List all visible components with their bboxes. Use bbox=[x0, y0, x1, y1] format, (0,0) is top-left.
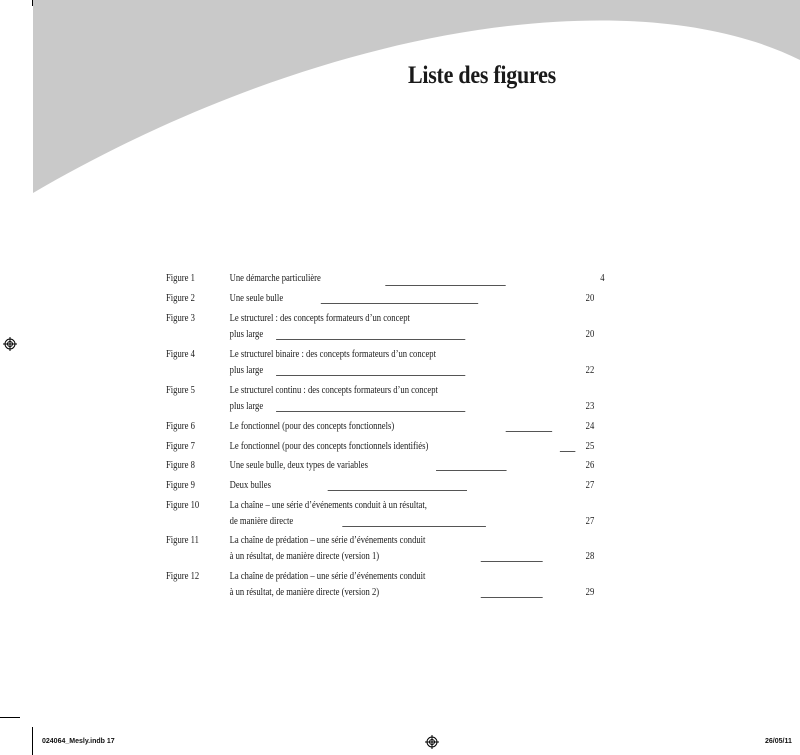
page-number: 4 bbox=[600, 273, 605, 284]
figure-caption: à un résultat, de manière directe (version 1) bbox=[229, 551, 380, 562]
leader-line bbox=[481, 597, 543, 598]
crop-mark bbox=[32, 0, 33, 6]
figure-label: Figure 6 bbox=[166, 421, 195, 432]
page-number: 28 bbox=[585, 551, 595, 562]
figure-caption: Le fonctionnel (pour des concepts fonctionnels) bbox=[229, 421, 395, 432]
figure-label: Figure 2 bbox=[166, 293, 195, 304]
figure-caption: Une seule bulle, deux types de variables bbox=[229, 460, 368, 471]
figure-caption: Le fonctionnel (pour des concepts fonctionnels identifiés) bbox=[229, 441, 429, 452]
figure-caption: Le structurel : des concepts formateurs d’un concept bbox=[229, 313, 410, 324]
figure-label: Figure 12 bbox=[166, 571, 200, 582]
figure-caption: La chaîne de prédation – une série d’événements conduit bbox=[229, 571, 426, 582]
figure-caption: plus large bbox=[229, 365, 264, 376]
footer-file-name: 024064_Mesly.indb 17 bbox=[42, 738, 115, 745]
leader-line bbox=[385, 285, 505, 286]
leader-line bbox=[342, 526, 486, 527]
page-number: 27 bbox=[585, 480, 595, 491]
leader-line bbox=[506, 431, 552, 432]
crop-mark bbox=[32, 727, 33, 755]
page-number: 26 bbox=[585, 460, 595, 471]
page-number: 23 bbox=[585, 401, 595, 412]
figure-label: Figure 3 bbox=[166, 313, 195, 324]
page-number: 24 bbox=[585, 421, 595, 432]
footer-date: 26/05/11 bbox=[765, 738, 792, 745]
page-title: Liste des figures bbox=[408, 62, 556, 89]
figure-caption: Le structurel continu : des concepts formateurs d’un concept bbox=[229, 385, 438, 396]
figure-caption: Deux bulles bbox=[229, 480, 271, 491]
figure-caption: Le structurel binaire : des concepts formateurs d’un concept bbox=[229, 349, 436, 360]
leader-line bbox=[328, 490, 467, 491]
leader-line bbox=[436, 470, 507, 471]
page-number: 29 bbox=[585, 587, 595, 598]
page-number: 27 bbox=[585, 516, 595, 527]
figure-caption: à un résultat, de manière directe (version 2) bbox=[229, 587, 380, 598]
figure-label: Figure 4 bbox=[166, 349, 195, 360]
figure-caption: La chaîne de prédation – une série d’événements conduit bbox=[229, 535, 426, 546]
leader-line bbox=[276, 339, 465, 340]
figure-label: Figure 11 bbox=[166, 535, 199, 546]
figure-caption: plus large bbox=[229, 329, 264, 340]
figure-label: Figure 1 bbox=[166, 273, 195, 284]
page-number: 20 bbox=[585, 293, 595, 304]
figure-caption: Une seule bulle bbox=[229, 293, 284, 304]
leader-line bbox=[321, 303, 478, 304]
leader-line bbox=[276, 411, 465, 412]
leader-line bbox=[276, 375, 465, 376]
figure-label: Figure 9 bbox=[166, 480, 195, 491]
page-number: 20 bbox=[585, 329, 595, 340]
figure-caption: La chaîne – une série d’événements conduit à un résultat, bbox=[229, 500, 427, 511]
figure-caption: de manière directe bbox=[229, 516, 294, 527]
figure-label: Figure 5 bbox=[166, 385, 195, 396]
leader-line bbox=[481, 561, 543, 562]
figure-label: Figure 7 bbox=[166, 441, 195, 452]
registration-mark-icon bbox=[3, 337, 17, 351]
registration-mark-icon bbox=[425, 735, 439, 749]
figure-label: Figure 10 bbox=[166, 500, 200, 511]
figure-caption: plus large bbox=[229, 401, 264, 412]
page-number: 25 bbox=[585, 441, 595, 452]
figure-caption: Une démarche particulière bbox=[229, 273, 321, 284]
figure-label: Figure 8 bbox=[166, 460, 195, 471]
crop-mark bbox=[0, 717, 20, 718]
page-number: 22 bbox=[585, 365, 595, 376]
